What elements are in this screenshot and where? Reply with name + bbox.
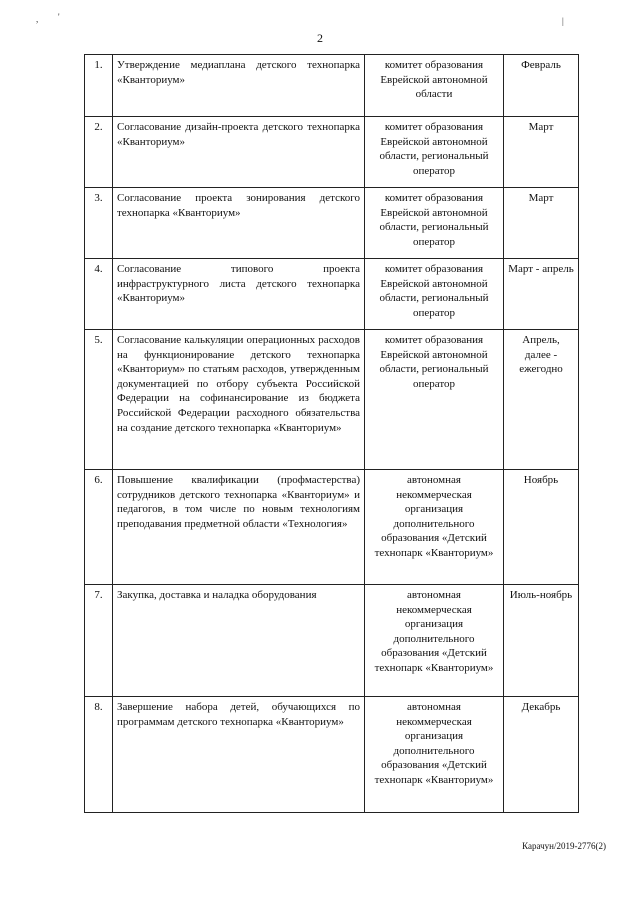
term-cell: Март <box>504 117 579 188</box>
term-cell: Декабрь <box>504 697 579 813</box>
responsible-cell: комитет образования Еврейской автономной области <box>365 55 504 117</box>
row-number: 3. <box>85 188 113 259</box>
table-row <box>85 697 579 813</box>
task-cell: Повышение квалификации (профмастерства) сотрудников детского технопарка «Кванториум» и педагогов, в том числе по новым технологиям преподавания предметной области «Технология» <box>113 470 365 585</box>
table-row <box>85 188 579 259</box>
responsible-cell: комитет образования Еврейской автономной области, региональный оператор <box>365 259 504 330</box>
row-number: 2. <box>85 117 113 188</box>
row-number: 4. <box>85 259 113 330</box>
table-row <box>85 470 579 585</box>
responsible-cell: автономная некоммерческая организация дополнительного образования «Детский технопарк «Кванториум» <box>365 470 504 585</box>
task-cell: Согласование типового проекта инфраструктурного листа детского технопарка «Кванториум» <box>113 259 365 330</box>
scan-mark-top-right: | <box>562 16 564 26</box>
task-cell: Согласование дизайн-проекта детского технопарка «Кванториум» <box>113 117 365 188</box>
row-number: 1. <box>85 55 113 117</box>
row-number: 6. <box>85 470 113 585</box>
page-number: 2 <box>317 31 323 45</box>
task-cell: Завершение набора детей, обучающихся по программам детского технопарка «Кванториум» <box>113 697 365 813</box>
row-number: 5. <box>85 330 113 470</box>
responsible-cell: комитет образования Еврейской автономной области, региональный оператор <box>365 188 504 259</box>
term-cell: Ноябрь <box>504 470 579 585</box>
term-cell: Март - апрель <box>504 259 579 330</box>
term-cell: Март <box>504 188 579 259</box>
footer-document-code: Карачун/2019-2776(2) <box>522 841 606 851</box>
responsible-cell: комитет образования Еврейской автономной области, региональный оператор <box>365 330 504 470</box>
term-cell: Февраль <box>504 55 579 117</box>
responsible-cell: автономная некоммерческая организация дополнительного образования «Детский технопарк «Кванториум» <box>365 697 504 813</box>
table-row <box>85 585 579 697</box>
task-cell: Согласование калькуляции операционных расходов на функционирование детского технопарка «Кванториум» по статьям расходов, утвержденным документацией по отбору субъекта Российской Федерации на софинансирование из бюджета Российской Федерации расходного обязательства на создание детского технопарка «Кванториум» <box>113 330 365 470</box>
task-cell: Закупка, доставка и наладка оборудования <box>113 585 365 697</box>
scan-mark-top-left: , <box>36 14 39 24</box>
row-number: 8. <box>85 697 113 813</box>
table-row <box>85 259 579 330</box>
row-number: 7. <box>85 585 113 697</box>
plan-table <box>84 54 579 813</box>
scan-mark-top-left-2: ' <box>58 12 60 22</box>
task-cell: Утверждение медиаплана детского технопарка «Кванториум» <box>113 55 365 117</box>
table-row <box>85 330 579 470</box>
responsible-cell: автономная некоммерческая организация дополнительного образования «Детский технопарк «Кванториум» <box>365 585 504 697</box>
table-row <box>85 55 579 117</box>
table-row <box>85 117 579 188</box>
term-cell: Июль-ноябрь <box>504 585 579 697</box>
task-cell: Согласование проекта зонирования детского технопарка «Кванториум» <box>113 188 365 259</box>
responsible-cell: комитет образования Еврейской автономной области, региональный оператор <box>365 117 504 188</box>
term-cell: Апрель, далее - ежегодно <box>504 330 579 470</box>
